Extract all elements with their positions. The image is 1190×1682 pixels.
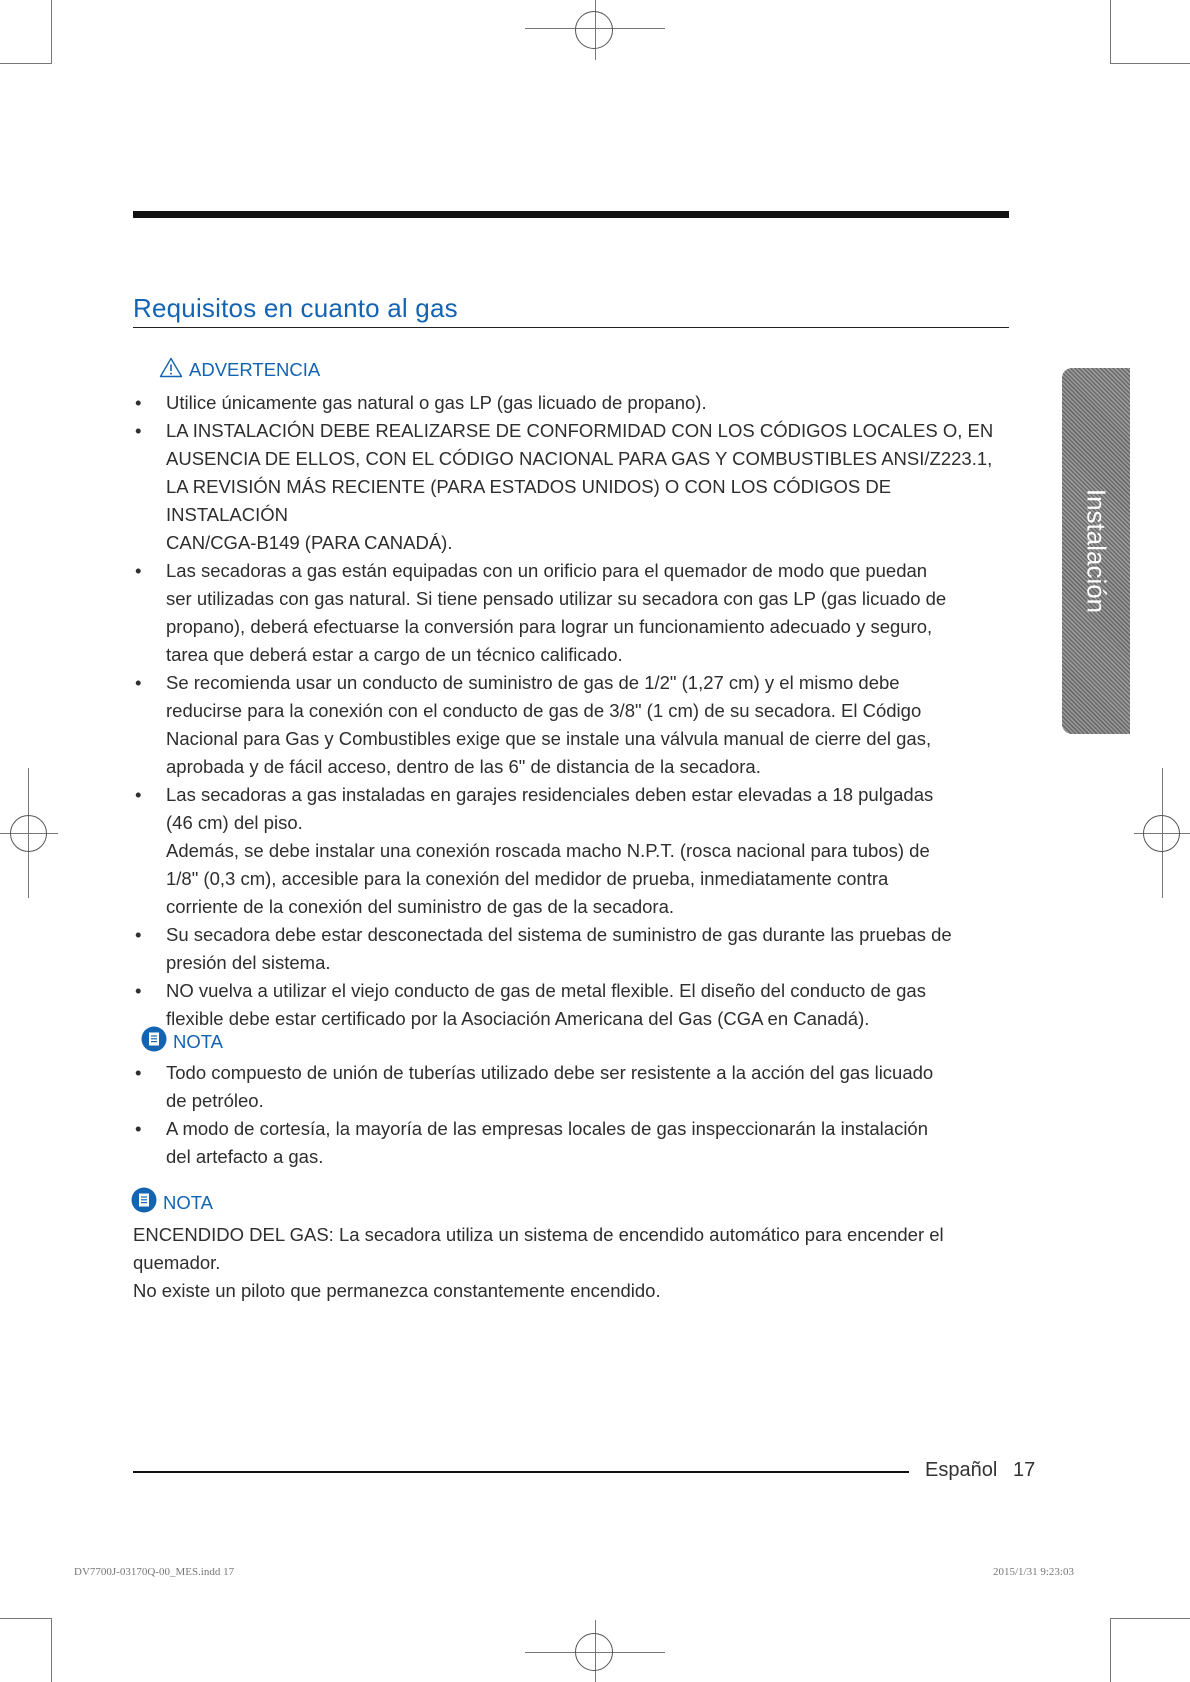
item-line: Utilice únicamente gas natural o gas LP (gas licuado de propano). [166,392,707,413]
list-item: • LA INSTALACIÓN DEBE REALIZARSE DE CONFORMIDAD CON LOS CÓDIGOS LOCALES O, EN AUSENCIA DE ELLOS, CON EL CÓDIGO NACIONAL PARA GAS Y COMBUSTIBLES ANSI/Z223.1, LA REVISIÓN MÁS RECIENTE (PARA ESTADOS UNIDOS) O CON LOS CÓDIGOS DE INSTALACIÓN CAN/CGA-B149 (PARA CANADÁ). [133,417,1009,557]
item-line: aprobada y de fácil acceso, dentro de las 6" de distancia de la secadora. [166,756,761,777]
item-line: Las secadoras a gas instaladas en garajes residenciales deben estar elevadas a 18 pulgadas [166,784,934,805]
item-line: (46 cm) del piso. [166,812,303,833]
list-item: • Utilice únicamente gas natural o gas LP (gas licuado de propano). [133,389,1009,417]
item-line: Nacional para Gas y Combustibles exige que se instale una válvula manual de cierre del gas, [166,728,932,749]
side-tab-label: Instalación [1081,488,1112,614]
list-item: • Las secadoras a gas instaladas en garajes residenciales deben estar elevadas a 18 pulgadas (46 cm) del piso. Además, se debe instalar una conexión roscada macho N.P.T. (rosca nacional para tubos) de 1/8" (0,3 cm), accesible para la conexión del medidor de prueba, inmediatamente contra corriente de la conexión del suministro de gas de la secadora. [133,781,1009,921]
note-label: NOTA [163,1191,214,1213]
warning-triangle-icon [159,357,183,383]
section-title: Requisitos en cuanto al gas [133,293,458,323]
item-line: Todo compuesto de unión de tuberías utilizado debe ser resistente a la acción del gas licuado [166,1062,934,1083]
list-item: • NO vuelva a utilizar el viejo conducto de gas de metal flexible. El diseño del conducto de gas flexible debe estar certificado por la Asociación Americana del Gas (CGA en Canadá). [133,977,1009,1033]
item-line: A modo de cortesía, la mayoría de las empresas locales de gas inspeccionarán la instalación [166,1118,929,1139]
title-rule [133,327,1009,328]
item-line: reducirse para la conexión con el conducto de gas de 3/8" (1 cm) de su secadora. El Código [166,700,922,721]
list-item: • Todo compuesto de unión de tuberías utilizado debe ser resistente a la acción del gas licuado de petróleo. [133,1059,1009,1115]
print-slug-datetime: 2015/1/31 9:23:03 [993,1566,1074,1578]
list-item: • Su secadora debe estar desconectada del sistema de suministro de gas durante las pruebas de presión del sistema. [133,921,1009,977]
section-top-bar [133,211,1009,218]
item-line: CAN/CGA-B149 (PARA CANADÁ). [166,532,453,553]
warning-heading [159,357,320,383]
item-line: del artefacto a gas. [166,1146,324,1167]
list-item: • Se recomienda usar un conducto de suministro de gas de 1/2" (1,27 cm) y el mismo debe reducirse para la conexión con el conducto de gas de 3/8" (1 cm) de su secadora. El Código Nacional para Gas y Combustibles exige que se instale una válvula manual de cierre del gas, aprobada y de fácil acceso, dentro de las 6" de distancia de la secadora. [133,669,1009,781]
page-number: 17 [1013,1459,1036,1481]
item-line: tarea que deberá estar a cargo de un técnico calificado. [166,644,623,665]
item-line: Se recomienda usar un conducto de suministro de gas de 1/2" (1,27 cm) y el mismo debe [166,672,900,693]
note-list [133,1059,1009,1171]
note-paragraph [133,1221,1009,1305]
item-line: 1/8" (0,3 cm), accesible para la conexión del medidor de prueba, inmediatamente contra [166,868,889,889]
footer-language: Español [925,1459,998,1481]
warning-label: ADVERTENCIA [189,359,321,380]
item-line: ser utilizadas con gas natural. Si tiene pensado utilizar su secadora con gas LP (gas licuado de [166,588,947,609]
print-slug-file: DV7700J-03170Q-00_MES.indd 17 [74,1566,235,1578]
note-line: ENCENDIDO DEL GAS: La secadora utiliza un sistema de encendido automático para encender el [133,1224,944,1245]
item-line: propano), deberá efectuarse la conversión para lograr un funcionamiento adecuado y seguro, [166,616,933,637]
note-document-icon [131,1187,157,1218]
item-line: flexible debe estar certificado por la Asociación Americana del Gas (CGA en Canadá). [166,1008,870,1029]
item-line: de petróleo. [166,1090,264,1111]
note-document-icon [141,1026,167,1057]
note-line: quemador. [133,1252,221,1273]
list-item: • Las secadoras a gas están equipadas con un orificio para el quemador de modo que puedan ser utilizadas con gas natural. Si tiene pensado utilizar su secadora con gas LP (gas licuado de propano), deberá efectuarse la conversión para lograr un funcionamiento adecuado y seguro, tarea que deberá estar a cargo de un técnico calificado. [133,557,1009,669]
item-line: Las secadoras a gas están equipadas con un orificio para el quemador de modo que puedan [166,560,928,581]
list-item: • A modo de cortesía, la mayoría de las empresas locales de gas inspeccionarán la instalación del artefacto a gas. [133,1115,1009,1171]
footer-rule [133,1471,909,1473]
item-line: Además, se debe instalar una conexión roscada macho N.P.T. (rosca nacional para tubos) de [166,840,930,861]
note-heading-2 [131,1187,213,1218]
note-line: No existe un piloto que permanezca constantemente encendido. [133,1280,661,1301]
item-line: Su secadora debe estar desconectada del sistema de suministro de gas durante las pruebas de [166,924,952,945]
item-line: AUSENCIA DE ELLOS, CON EL CÓDIGO NACIONAL PARA GAS Y COMBUSTIBLES ANSI/Z223.1, [166,448,993,469]
item-line: corriente de la conexión del suministro de gas de la secadora. [166,896,675,917]
item-line: LA REVISIÓN MÁS RECIENTE (PARA ESTADOS UNIDOS) O CON LOS CÓDIGOS DE INSTALACIÓN [166,476,892,525]
note-label: NOTA [173,1030,224,1052]
item-line: LA INSTALACIÓN DEBE REALIZARSE DE CONFORMIDAD CON LOS CÓDIGOS LOCALES O, EN [166,420,994,441]
item-line: NO vuelva a utilizar el viejo conducto de gas de metal flexible. El diseño del conducto de gas [166,980,926,1001]
item-line: presión del sistema. [166,952,331,973]
note-heading [141,1026,223,1057]
warning-list [133,389,1009,1033]
